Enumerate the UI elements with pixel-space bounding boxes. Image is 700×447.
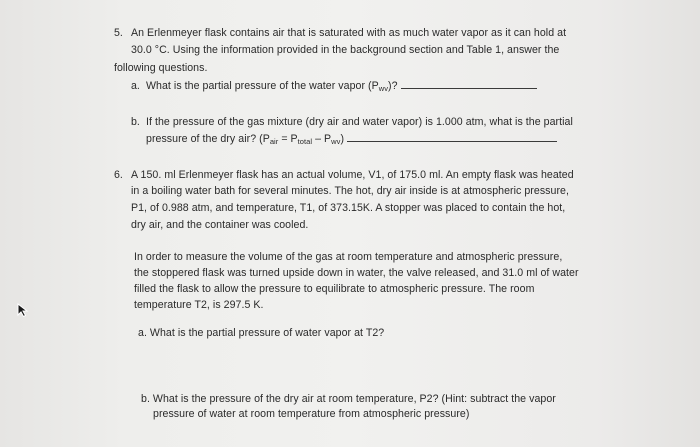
q6-line-1: A 150. ml Erlenmeyer flask has an actual volume, V1, of 175.0 ml. An empty flask was heated (131, 169, 574, 181)
q5b-question: pressure of the dry air? $(P_{air} = P_{total} - P_{wv})$ (146, 132, 557, 146)
q6a-question: a. What is the partial pressure of water vapor at T2? (138, 327, 385, 339)
q6-paragraph-line-1: In order to measure the volume of the gas at room temperature and atmospheric pressure, (134, 251, 563, 263)
mouse-pointer-icon (16, 303, 30, 317)
q5a-answer-blank[interactable] (401, 79, 537, 89)
q6b-line-1: b. What is the pressure of the dry air at room temperature, P2? (Hint: subtract the vapor (141, 393, 556, 405)
q6-paragraph-line-3: filled the flask to allow the pressure to equilibrate to atmospheric pressure. The room (134, 283, 535, 295)
q5b-answer-blank[interactable] (347, 132, 557, 142)
q5a-question: What is the partial pressure of the water vapor $(P_{wv})$? (146, 79, 537, 93)
q6-paragraph-line-2: the stoppered flask was turned upside down in water, the valve released, and 31.0 ml of water (134, 267, 579, 279)
q6b-line-2: pressure of water at room temperature from atmospheric pressure) (153, 408, 470, 420)
q6-paragraph-line-4: temperature T2, is 297.5 K. (134, 299, 264, 311)
q5-line-3: following questions. (114, 62, 208, 74)
q5b-line-1: If the pressure of the gas mixture (dry air and water vapor) is 1.000 atm, what is the partial (146, 116, 573, 128)
q5a-label: a. (131, 80, 140, 92)
q5b-label: b. (131, 116, 140, 128)
q6-line-3: P1, of 0.988 atm, and temperature, T1, of 373.15K. A stopper was placed to contain the hot, (131, 202, 566, 214)
q6-number: 6. (114, 169, 123, 181)
q5-line-2: 30.0 °C. Using the information provided in the background section and Table 1, answer the (131, 44, 560, 56)
q6-line-2: in a boiling water bath for several minutes. The hot, dry air inside is at atmospheric pressure, (131, 185, 569, 197)
q6-line-4: dry air, and the container was cooled. (131, 219, 309, 231)
q5-number: 5. (114, 27, 123, 39)
q5-line-1: An Erlenmeyer flask contains air that is saturated with as much water vapor as it can hold at (131, 27, 567, 39)
